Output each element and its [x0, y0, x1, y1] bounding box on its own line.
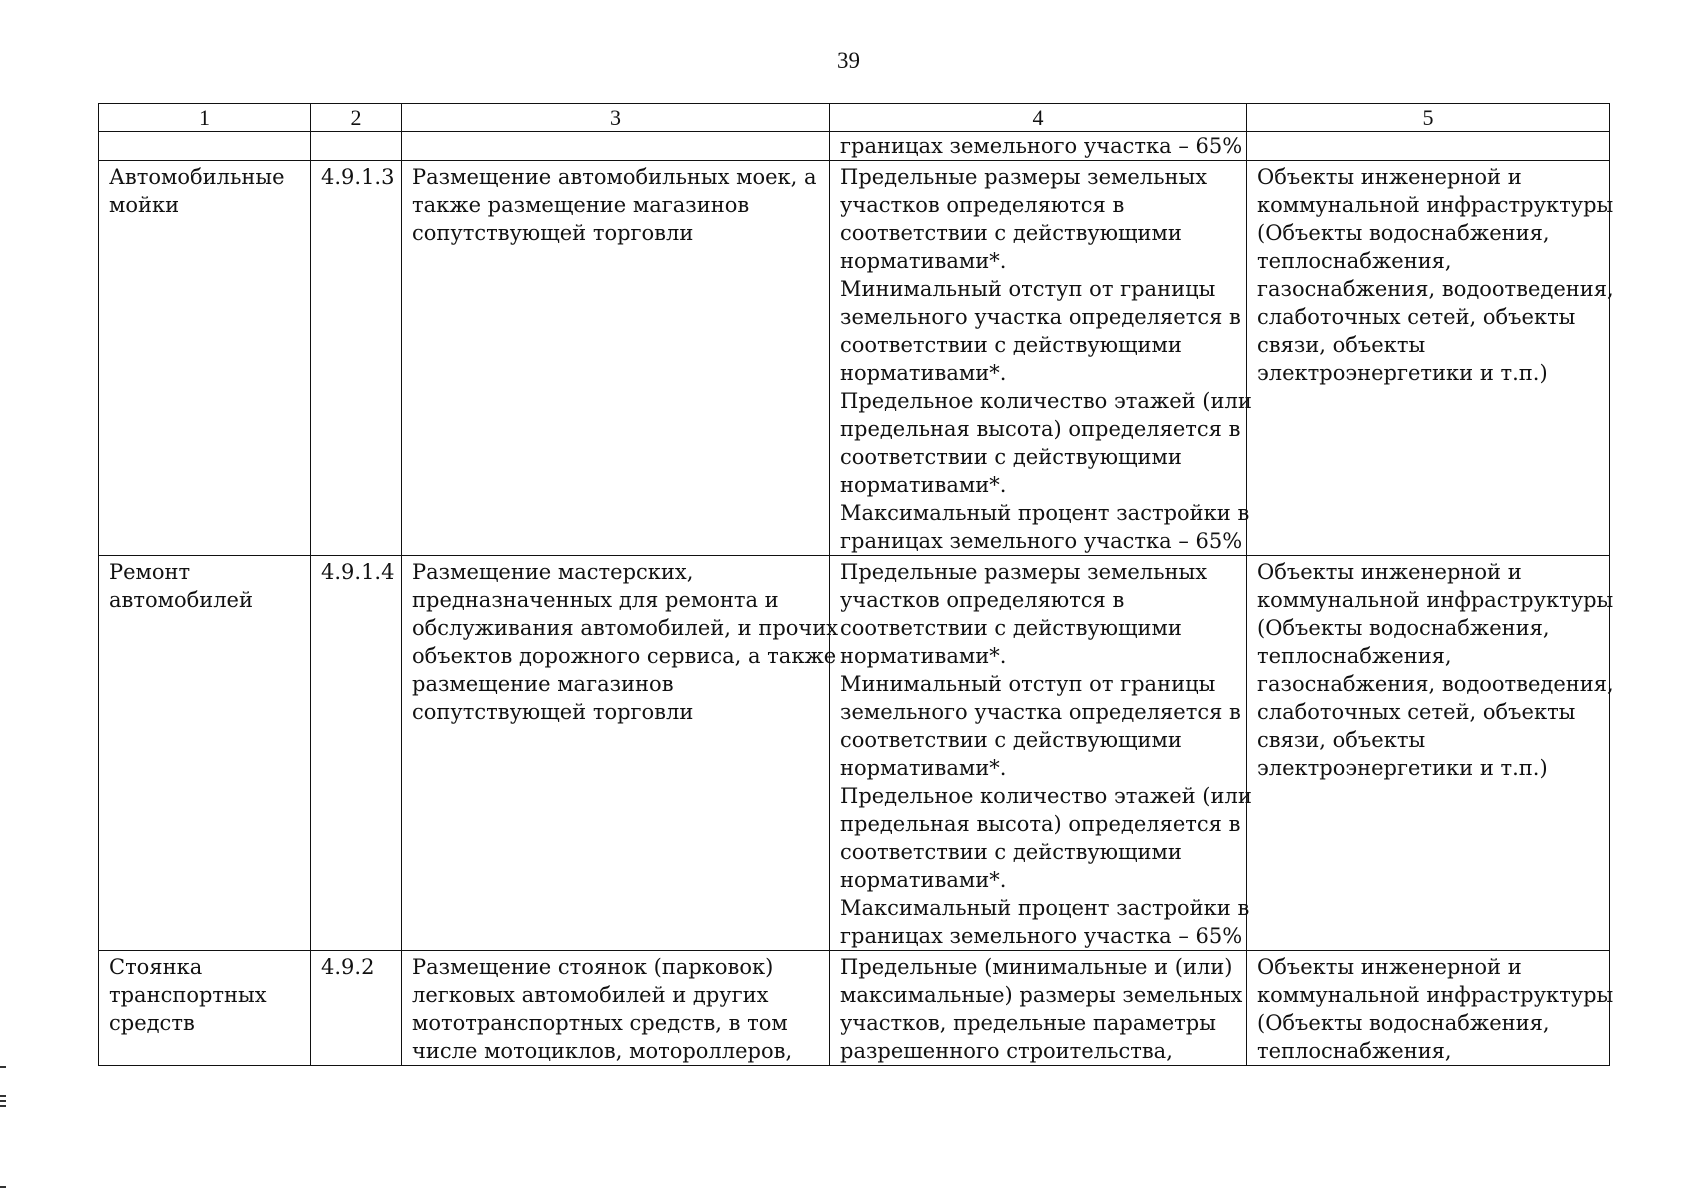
cell-line: земельного участка определяется в	[840, 700, 1241, 724]
column-header: 1	[99, 104, 311, 132]
cell-line: границах земельного участка – 65%	[840, 924, 1243, 948]
use-name-cell	[99, 161, 311, 556]
cell-line: числе мотоциклов, мотороллеров,	[412, 1039, 793, 1063]
cell-line: объектов дорожного сервиса, а также	[412, 644, 837, 668]
cell-line: нормативами*.	[840, 644, 1007, 668]
cell-line: предельная высота) определяется в	[840, 417, 1241, 441]
cell-line: Размещение автомобильных моек, а	[412, 165, 817, 189]
table-cell	[1247, 132, 1610, 161]
cell-line: Предельное количество этажей (или	[840, 784, 1252, 808]
cell-line: соответствии с действующими	[840, 333, 1182, 357]
cell-line: предельная высота) определяется в	[840, 812, 1241, 836]
cell-line: транспортных	[109, 983, 267, 1007]
cell-line: соответствии с действующими	[840, 840, 1182, 864]
cell-line: мойки	[109, 193, 180, 217]
auxiliary-uses-cell	[1247, 556, 1614, 951]
cell-line: Предельные размеры земельных	[840, 165, 1208, 189]
scan-margin-mark	[0, 1186, 6, 1188]
use-code-cell: 4.9.2	[311, 951, 402, 1066]
scan-margin-mark	[0, 1066, 6, 1068]
cell-line: соответствии с действующими	[840, 445, 1182, 469]
cell-line: Автомобильные	[109, 165, 285, 189]
cell-line: участков, предельные параметры	[840, 1011, 1216, 1035]
cell-line: Максимальный процент застройки в	[840, 896, 1250, 920]
cell-line: слаботочных сетей, объекты	[1257, 305, 1576, 329]
parameters-cell	[830, 161, 1252, 556]
cell-line: (Объекты водоснабжения,	[1257, 616, 1550, 640]
table-cell	[99, 132, 311, 161]
cell-line: Предельные размеры земельных	[840, 560, 1208, 584]
cell-line: Размещение стоянок (парковок)	[412, 955, 774, 979]
cell-line: Объекты инженерной и	[1257, 560, 1522, 584]
cell-line: автомобилей	[109, 588, 253, 612]
cell-line: коммунальной инфраструктуры	[1257, 588, 1614, 612]
auxiliary-uses-cell	[1247, 951, 1614, 1066]
cell-line: коммунальной инфраструктуры	[1257, 193, 1614, 217]
cell-line: электроэнергетики и т.п.)	[1257, 361, 1548, 385]
cell-line: Предельные (минимальные и (или)	[840, 955, 1233, 979]
cell-line: легковых автомобилей и других	[412, 983, 769, 1007]
cell-line: связи, объекты	[1257, 333, 1426, 357]
cell-line: теплоснабжения,	[1257, 249, 1452, 273]
cell-line: границах земельного участка – 65%	[840, 134, 1243, 158]
parameters-cell	[830, 556, 1252, 951]
cell-line: средств	[109, 1011, 195, 1035]
cell-line: Минимальный отступ от границы	[840, 672, 1216, 696]
column-header: 5	[1247, 104, 1610, 132]
table-cell	[830, 132, 1247, 161]
cell-line: Стоянка	[109, 955, 203, 979]
cell-line: участков определяются в	[840, 588, 1125, 612]
cell-line: Ремонт	[109, 560, 191, 584]
auxiliary-uses-cell	[1247, 161, 1614, 556]
table-row	[99, 161, 1610, 556]
cell-line: обслуживания автомобилей, и прочих	[412, 616, 839, 640]
cell-line: Объекты инженерной и	[1257, 955, 1522, 979]
cell-line: размещение магазинов	[412, 672, 674, 696]
cell-line: границах земельного участка – 65%	[840, 529, 1243, 553]
cell-line: соответствии с действующими	[840, 616, 1182, 640]
table-row	[99, 556, 1610, 951]
use-description-cell	[402, 951, 830, 1066]
cell-line: (Объекты водоснабжения,	[1257, 221, 1550, 245]
column-header: 4	[830, 104, 1247, 132]
cell-line: связи, объекты	[1257, 728, 1426, 752]
cell-line: земельного участка определяется в	[840, 305, 1241, 329]
use-code-cell: 4.9.1.3	[311, 161, 402, 556]
cell-line: разрешенного строительства,	[840, 1039, 1173, 1063]
continuation-row	[99, 132, 1610, 161]
use-description-cell	[402, 161, 830, 556]
scan-margin-mark	[0, 1105, 6, 1107]
cell-line: также размещение магазинов	[412, 193, 750, 217]
cell-line: газоснабжения, водоотведения,	[1257, 672, 1614, 696]
use-name-cell	[99, 556, 311, 951]
cell-line: соответствии с действующими	[840, 728, 1182, 752]
cell-line: соответствии с действующими	[840, 221, 1182, 245]
cell-line: предназначенных для ремонта и	[412, 588, 779, 612]
cell-line: нормативами*.	[840, 249, 1007, 273]
cell-line: (Объекты водоснабжения,	[1257, 1011, 1550, 1035]
cell-line: слаботочных сетей, объекты	[1257, 700, 1576, 724]
regulations-table	[98, 103, 1614, 1066]
scan-margin-mark	[0, 1100, 6, 1102]
cell-line: нормативами*.	[840, 868, 1007, 892]
column-header: 3	[402, 104, 830, 132]
cell-line: максимальные) размеры земельных	[840, 983, 1243, 1007]
cell-line: Предельное количество этажей (или	[840, 389, 1252, 413]
cell-line: газоснабжения, водоотведения,	[1257, 277, 1614, 301]
use-name-cell	[99, 951, 311, 1066]
table-cell	[402, 132, 830, 161]
cell-line: нормативами*.	[840, 756, 1007, 780]
cell-line: сопутствующей торговли	[412, 221, 694, 245]
cell-line: Минимальный отступ от границы	[840, 277, 1216, 301]
page-number: 39	[837, 48, 860, 73]
cell-line: Максимальный процент застройки в	[840, 501, 1250, 525]
column-header: 2	[311, 104, 402, 132]
cell-line: участков определяются в	[840, 193, 1125, 217]
cell-line: мототранспортных средств, в том	[412, 1011, 788, 1035]
table-cell	[311, 132, 402, 161]
cell-line: нормативами*.	[840, 473, 1007, 497]
cell-line: теплоснабжения,	[1257, 644, 1452, 668]
cell-line: электроэнергетики и т.п.)	[1257, 756, 1548, 780]
cell-line: Объекты инженерной и	[1257, 165, 1522, 189]
table-row	[99, 951, 1610, 1066]
cell-line: нормативами*.	[840, 361, 1007, 385]
parameters-cell	[830, 951, 1247, 1066]
use-description-cell	[402, 556, 839, 951]
cell-line: Размещение мастерских,	[412, 560, 694, 584]
scan-margin-mark	[0, 1095, 6, 1097]
use-code-cell: 4.9.1.4	[311, 556, 402, 951]
cell-line: теплоснабжения,	[1257, 1039, 1452, 1063]
cell-line: коммунальной инфраструктуры	[1257, 983, 1614, 1007]
cell-line: сопутствующей торговли	[412, 700, 694, 724]
table-header-row	[99, 104, 1610, 132]
